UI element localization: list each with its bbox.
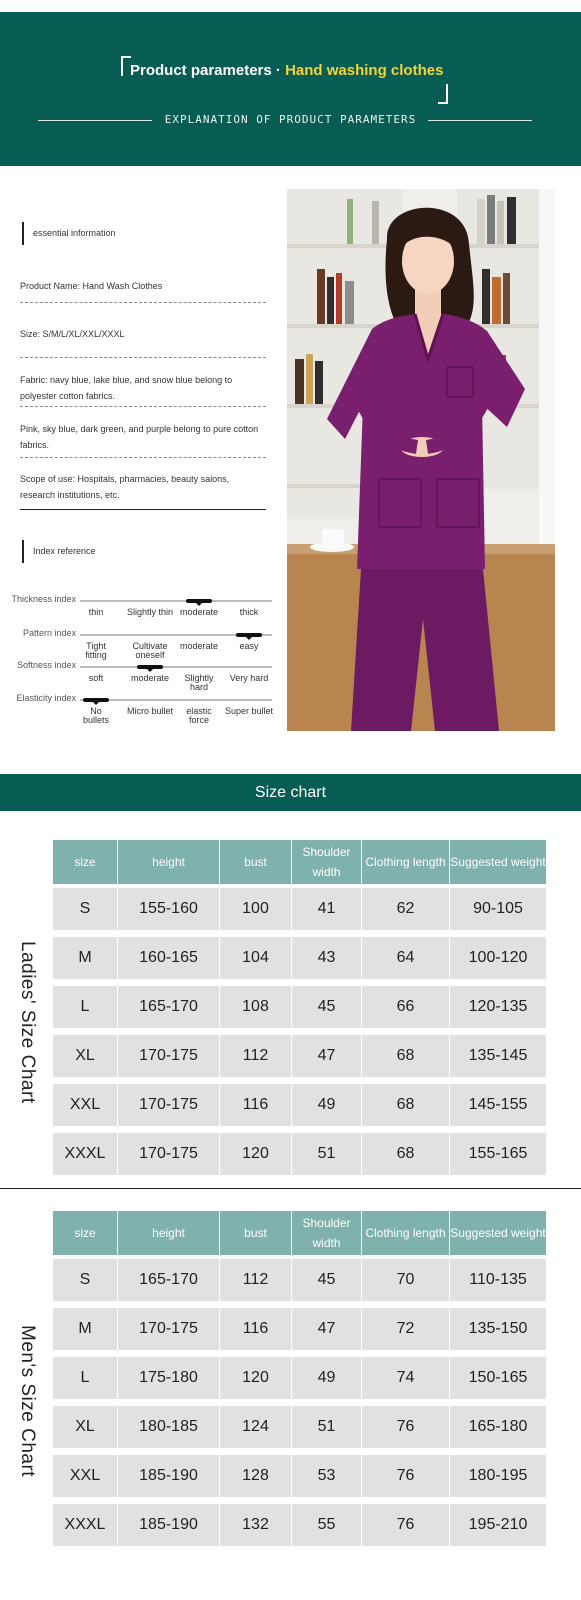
table-cell: 68 (362, 1035, 449, 1077)
table-header-cell: Shoulder width (292, 1211, 361, 1255)
table-cell: 185-190 (118, 1504, 219, 1546)
table-cell: 76 (362, 1406, 449, 1448)
table-cell: 100 (220, 888, 291, 930)
index-track (80, 600, 272, 602)
table-cell: 41 (292, 888, 361, 930)
table-cell: 116 (220, 1084, 291, 1126)
table-cell: 49 (292, 1357, 361, 1399)
index-option: No bullets (82, 706, 109, 725)
table-cell: 170-175 (118, 1308, 219, 1350)
table-cell: 72 (362, 1308, 449, 1350)
table-row-size: XL (53, 1406, 117, 1448)
table-cell: 47 (292, 1035, 361, 1077)
info-scope: Scope of use: Hospitals, pharmacies, beauty salons, research institutions, etc. (20, 474, 230, 500)
table-cell: 68 (362, 1084, 449, 1126)
info-fabric: Fabric: navy blue, lake blue, and snow blue belong to polyester cotton fabrics. (20, 375, 233, 401)
index-option: Very hard (229, 673, 269, 683)
banner-subtitle: EXPLANATION OF PRODUCT PARAMETERS (164, 113, 417, 126)
table-cell: 51 (292, 1133, 361, 1175)
index-selected-marker (186, 599, 212, 603)
index-option: Slightly hard (184, 673, 214, 692)
table-cell: 62 (362, 888, 449, 930)
table-cell: 124 (220, 1406, 291, 1448)
table-cell: 90-105 (450, 888, 546, 930)
title-main: Product parameters (130, 62, 272, 79)
index-option: thin (88, 607, 104, 617)
table-cell: 45 (292, 986, 361, 1028)
table-row-size: XXXL (53, 1504, 117, 1546)
index-selected-marker (137, 665, 163, 669)
table-cell: 120 (220, 1133, 291, 1175)
table-cell: 64 (362, 937, 449, 979)
table-row-size: L (53, 1357, 117, 1399)
table-header-cell: Clothing length (362, 840, 449, 884)
table-cell: 145-155 (450, 1084, 546, 1126)
table-cell: 76 (362, 1455, 449, 1497)
model-illustration (287, 189, 555, 731)
title-separator: · (271, 62, 286, 79)
index-label: Softness index (16, 660, 76, 670)
table-cell: 76 (362, 1504, 449, 1546)
mens-size-chart-label: Men's Size Chart (17, 1325, 38, 1478)
info-divider (20, 357, 266, 358)
table-header-cell: size (53, 1211, 117, 1255)
table-header-cell: Suggested weight (450, 840, 546, 884)
table-header-cell: Clothing length (362, 1211, 449, 1255)
header-banner (0, 12, 581, 166)
table-row-size: M (53, 1308, 117, 1350)
table-cell: 100-120 (450, 937, 546, 979)
table-cell: 165-180 (450, 1406, 546, 1448)
table-cell: 185-190 (118, 1455, 219, 1497)
index-label: Elasticity index (16, 693, 76, 703)
index-option: moderate (130, 673, 170, 683)
table-cell: 160-165 (118, 937, 219, 979)
info-divider (20, 302, 266, 303)
corner-bracket-bottom-right (438, 84, 448, 104)
info-divider (20, 406, 266, 407)
index-selected-marker (236, 633, 262, 637)
table-cell: 195-210 (450, 1504, 546, 1546)
table-cell: 120 (220, 1357, 291, 1399)
table-header-cell: size (53, 840, 117, 884)
index-option: thick (239, 607, 259, 617)
table-cell: 70 (362, 1259, 449, 1301)
table-cell: 170-175 (118, 1035, 219, 1077)
banner-title (130, 62, 443, 79)
table-row-size: M (53, 937, 117, 979)
table-cell: 128 (220, 1455, 291, 1497)
table-cell: 155-160 (118, 888, 219, 930)
section-divider (0, 1188, 581, 1189)
table-header-cell: Suggested weight (450, 1211, 546, 1255)
info-fabric-cotton: Pink, sky blue, dark green, and purple belong to pure cotton fabrics. (20, 424, 259, 450)
table-cell: 49 (292, 1084, 361, 1126)
table-cell: 132 (220, 1504, 291, 1546)
table-cell: 180-185 (118, 1406, 219, 1448)
essential-info-heading: essential information (22, 222, 116, 245)
table-cell: 112 (220, 1259, 291, 1301)
index-reference-heading: Index reference (22, 540, 96, 563)
table-cell: 51 (292, 1406, 361, 1448)
index-selected-marker (83, 698, 109, 702)
table-row-size: XXL (53, 1084, 117, 1126)
index-option: Tight fitting (85, 641, 107, 660)
table-cell: 110-135 (450, 1259, 546, 1301)
index-option: elastic force (186, 706, 212, 725)
table-cell: 112 (220, 1035, 291, 1077)
table-row-size: S (53, 888, 117, 930)
info-divider (20, 457, 266, 458)
title-highlight: Hand washing clothes (285, 62, 444, 79)
index-option: moderate (179, 641, 219, 651)
index-track (80, 666, 272, 668)
table-cell: 108 (220, 986, 291, 1028)
info-product-name: Product Name: Hand Wash Clothes (20, 281, 163, 291)
table-cell: 150-165 (450, 1357, 546, 1399)
table-cell: 170-175 (118, 1084, 219, 1126)
table-cell: 45 (292, 1259, 361, 1301)
index-option: Micro bullet (126, 706, 173, 716)
table-cell: 55 (292, 1504, 361, 1546)
table-cell: 104 (220, 937, 291, 979)
table-cell: 175-180 (118, 1357, 219, 1399)
table-cell: 180-195 (450, 1455, 546, 1497)
table-row-size: XXL (53, 1455, 117, 1497)
index-option: moderate (179, 607, 219, 617)
model-photo (287, 189, 555, 731)
table-cell: 165-170 (118, 986, 219, 1028)
info-size: Size: S/M/L/XL/XXL/XXXL (20, 329, 125, 339)
table-cell: 170-175 (118, 1133, 219, 1175)
index-label: Pattern index (22, 628, 76, 638)
index-option: easy (239, 641, 259, 651)
table-header-cell: Shoulder width (292, 840, 361, 884)
table-cell: 155-165 (450, 1133, 546, 1175)
table-cell: 43 (292, 937, 361, 979)
table-cell: 135-150 (450, 1308, 546, 1350)
table-cell: 116 (220, 1308, 291, 1350)
index-option: Cultivate oneself (132, 641, 168, 660)
table-cell: 165-170 (118, 1259, 219, 1301)
table-header-cell: bust (220, 1211, 291, 1255)
table-cell: 68 (362, 1133, 449, 1175)
table-cell: 120-135 (450, 986, 546, 1028)
table-cell: 47 (292, 1308, 361, 1350)
table-row-size: L (53, 986, 117, 1028)
table-header-cell: bust (220, 840, 291, 884)
table-cell: 53 (292, 1455, 361, 1497)
index-option: Slightly thin (126, 607, 174, 617)
info-end-rule (20, 509, 266, 510)
table-header-cell: height (118, 1211, 219, 1255)
table-header-cell: height (118, 840, 219, 884)
table-cell: 135-145 (450, 1035, 546, 1077)
table-row-size: S (53, 1259, 117, 1301)
table-row-size: XXXL (53, 1133, 117, 1175)
table-cell: 74 (362, 1357, 449, 1399)
table-row-size: XL (53, 1035, 117, 1077)
ladies-size-chart-label: Ladies' Size Chart (17, 941, 38, 1104)
index-option: soft (88, 673, 104, 683)
index-label: Thickness index (11, 594, 76, 604)
table-cell: 66 (362, 986, 449, 1028)
index-option: Super bullet (224, 706, 274, 716)
subtitle-rule-right (428, 120, 532, 121)
size-chart-heading: Size chart (0, 774, 581, 811)
